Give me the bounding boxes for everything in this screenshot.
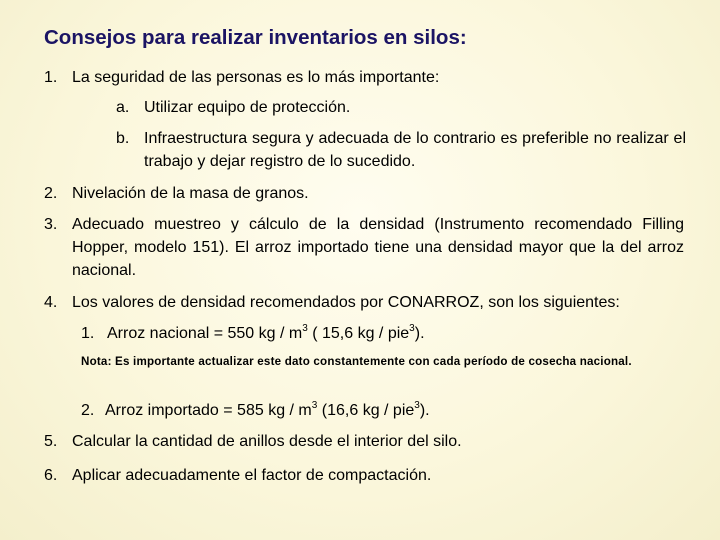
list-item-2 — [44, 182, 684, 205]
density-imported-imperial: (16,6 kg / pie — [317, 402, 415, 419]
list-item-1-text: La seguridad de las personas es lo más importante: — [72, 69, 440, 86]
list-item-4-1 — [81, 322, 681, 345]
list-item-5 — [44, 430, 684, 453]
list-item-1-number: 1. — [44, 69, 58, 86]
list-item-5-text: Calcular la cantidad de anillos desde el interior del silo. — [72, 433, 462, 450]
list-item-4-text: Los valores de densidad recomendados por CONARROZ, son los siguientes: — [72, 294, 620, 311]
list-item-1 — [44, 66, 684, 89]
superscript: 3 — [414, 399, 420, 411]
superscript: 3 — [302, 322, 308, 334]
list-item-6-text: Aplicar adecuadamente el factor de compactación. — [72, 467, 432, 484]
list-item-4-2-label: 2. — [81, 402, 95, 419]
list-item-3-text: Adecuado muestreo y cálculo de la densidad (Instrumento recomendado Filling Hopper, modelo 151). El arroz importado tiene una densidad mayor que la del arroz nacional. — [72, 216, 684, 279]
density-national-imperial: ( 15,6 kg / pie — [307, 325, 410, 342]
list-item-1b-label: b. — [116, 130, 130, 147]
superscript: 3 — [409, 322, 415, 334]
list-item-1b-text: Infraestructura segura y adecuada de lo contrario es preferible no realizar el trabajo y dejar registro de lo sucedido. — [144, 130, 686, 170]
superscript: 3 — [311, 399, 318, 411]
note-text: Es importante actualizar este dato constantemente con cada período de cosecha nacional. — [115, 355, 632, 368]
list-item-4 — [44, 291, 694, 314]
list-item-3-number: 3. — [44, 216, 58, 233]
list-item-6-number: 6. — [44, 467, 58, 484]
list-item-1a-label: a. — [116, 99, 130, 116]
list-item-4-number: 4. — [44, 294, 58, 311]
list-item-1a — [116, 96, 686, 119]
list-item-6 — [44, 464, 684, 487]
density-national-value: Arroz nacional = 550 kg / m — [107, 325, 303, 342]
list-item-4-1-text — [107, 322, 681, 345]
note — [81, 354, 686, 370]
list-item-4-2 — [81, 399, 681, 422]
closing-text: ). — [419, 402, 430, 419]
list-item-1b — [116, 127, 686, 173]
list-item-3 — [44, 213, 684, 282]
list-item-2-text: Nivelación de la masa de granos. — [72, 185, 309, 202]
density-imported-value: Arroz importado = 585 kg / m — [105, 402, 312, 419]
list-item-2-number: 2. — [44, 185, 58, 202]
list-item-4-2-text — [105, 399, 681, 422]
list-item-5-number: 5. — [44, 433, 58, 450]
closing-text: ). — [414, 325, 425, 342]
page-title: Consejos para realizar inventarios en silos: — [44, 26, 467, 49]
list-item-4-1-label: 1. — [81, 325, 95, 342]
list-item-1a-text: Utilizar equipo de protección. — [144, 99, 351, 116]
note-label: Nota: — [81, 355, 112, 368]
